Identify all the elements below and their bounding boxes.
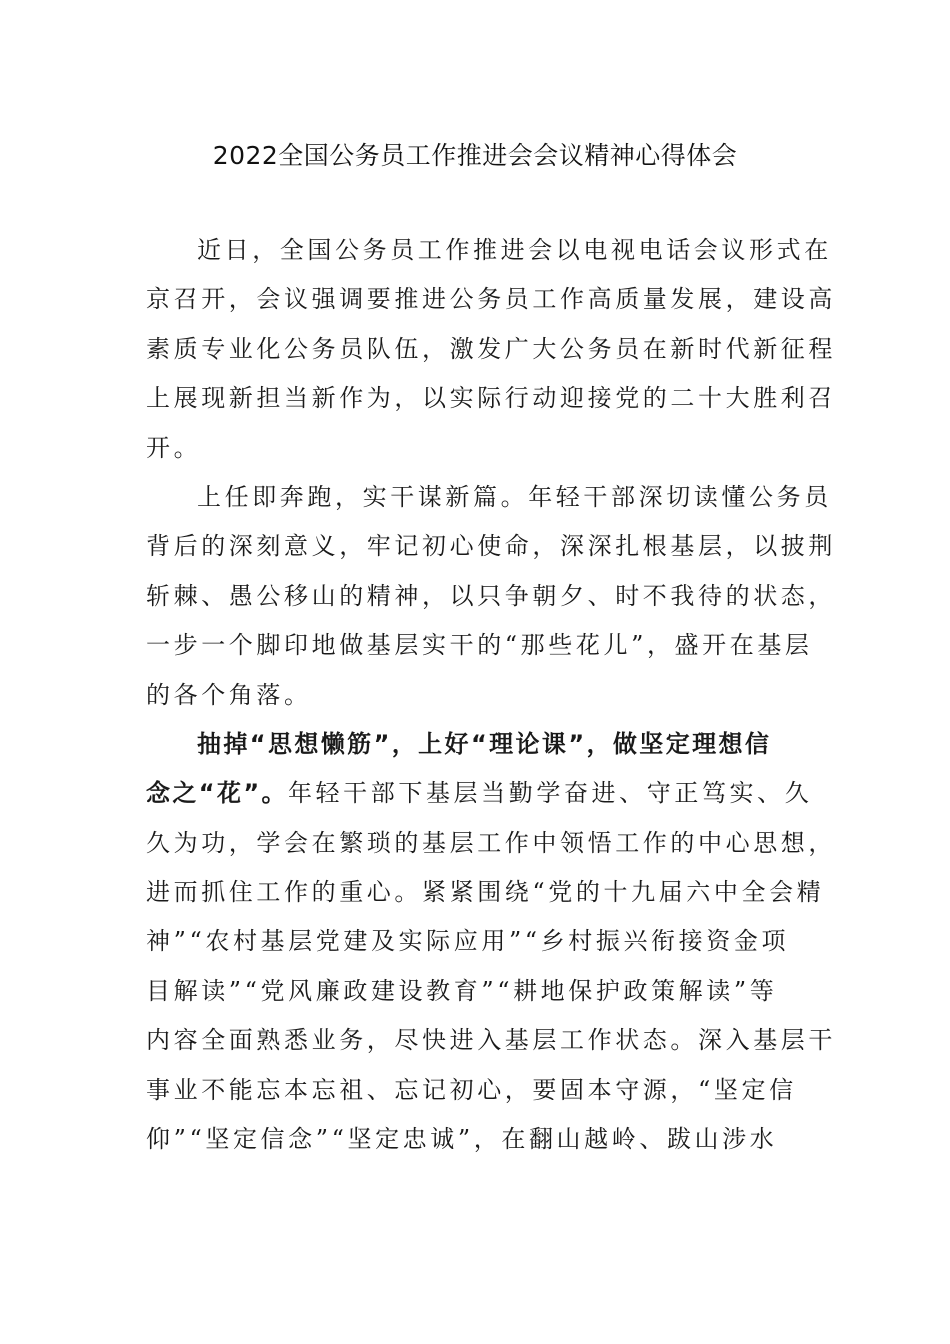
paragraph-2-line-1: 上任即奔跑，实干谋新篇。年轻干部深切读懂公务员 xyxy=(197,482,832,511)
paragraph-1-line-1: 近日，全国公务员工作推进会以电视电话会议形式在 xyxy=(197,236,832,264)
paragraph-2-line-5: 的各个角落。 xyxy=(146,680,312,709)
paragraph-3-line-2-text: 年轻干部下基层当勤学奋进、守正笃实、久 xyxy=(287,779,813,808)
paragraph-3-line-9: 仰”“坚定信念”“坚定忠诚”，在翻山越岭、跋山涉水 xyxy=(146,1125,778,1154)
paragraph-3-heading-part-2: 念之“花”。 xyxy=(146,779,288,808)
document-title: 2022全国公务员工作推进会会议精神心得体会 xyxy=(212,141,738,170)
paragraph-1-line-2: 京召开，会议强调要推进公务员工作高质量发展，建设高 xyxy=(146,285,836,314)
paragraph-3-line-6: 目解读”“党风廉政建设教育”“耕地保护政策解读”等 xyxy=(146,976,778,1005)
paragraph-3-line-5: 神”“农村基层党建及实际应用”“乡村振兴衔接资金项 xyxy=(146,927,790,956)
paragraph-2-line-4: 一步一个脚印地做基层实干的“那些花儿”，盛开在基层 xyxy=(146,631,813,660)
paragraph-3-line-7: 内容全面熟悉业务，尽快进入基层工作状态。深入基层干 xyxy=(146,1026,836,1055)
document-body xyxy=(146,226,836,1164)
paragraph-1-line-4: 上展现新担当新作为，以实际行动迎接党的二十大胜利召 xyxy=(146,384,836,413)
paragraph-2-line-2: 背后的深刻意义，牢记初心使命，深深扎根基层，以披荆 xyxy=(146,532,836,561)
paragraph-1-line-3: 素质专业化公务员队伍，激发广大公务员在新时代新征程 xyxy=(146,334,836,363)
paragraph-3-line-4: 进而抓住工作的重心。紧紧围绕“党的十九届六中全会精 xyxy=(146,878,825,907)
paragraph-3-line-1 xyxy=(146,720,796,769)
paragraph-2-line-3: 斩棘、愚公移山的精神，以只争朝夕、时不我待的状态， xyxy=(146,581,836,610)
paragraph-3-heading-part-1: 抽掉“思想懒筋”，上好“理论课”，做坚定理想信 xyxy=(197,729,772,758)
paragraph-1-line-5: 开。 xyxy=(146,433,202,462)
paragraph-3-line-8: 事业不能忘本忘祖、忘记初心，要固本守源，“坚定信 xyxy=(146,1075,797,1104)
paragraph-3-line-3: 久为功，学会在繁琐的基层工作中领悟工作的中心思想， xyxy=(146,828,836,857)
paragraph-3-line-2 xyxy=(146,769,813,818)
